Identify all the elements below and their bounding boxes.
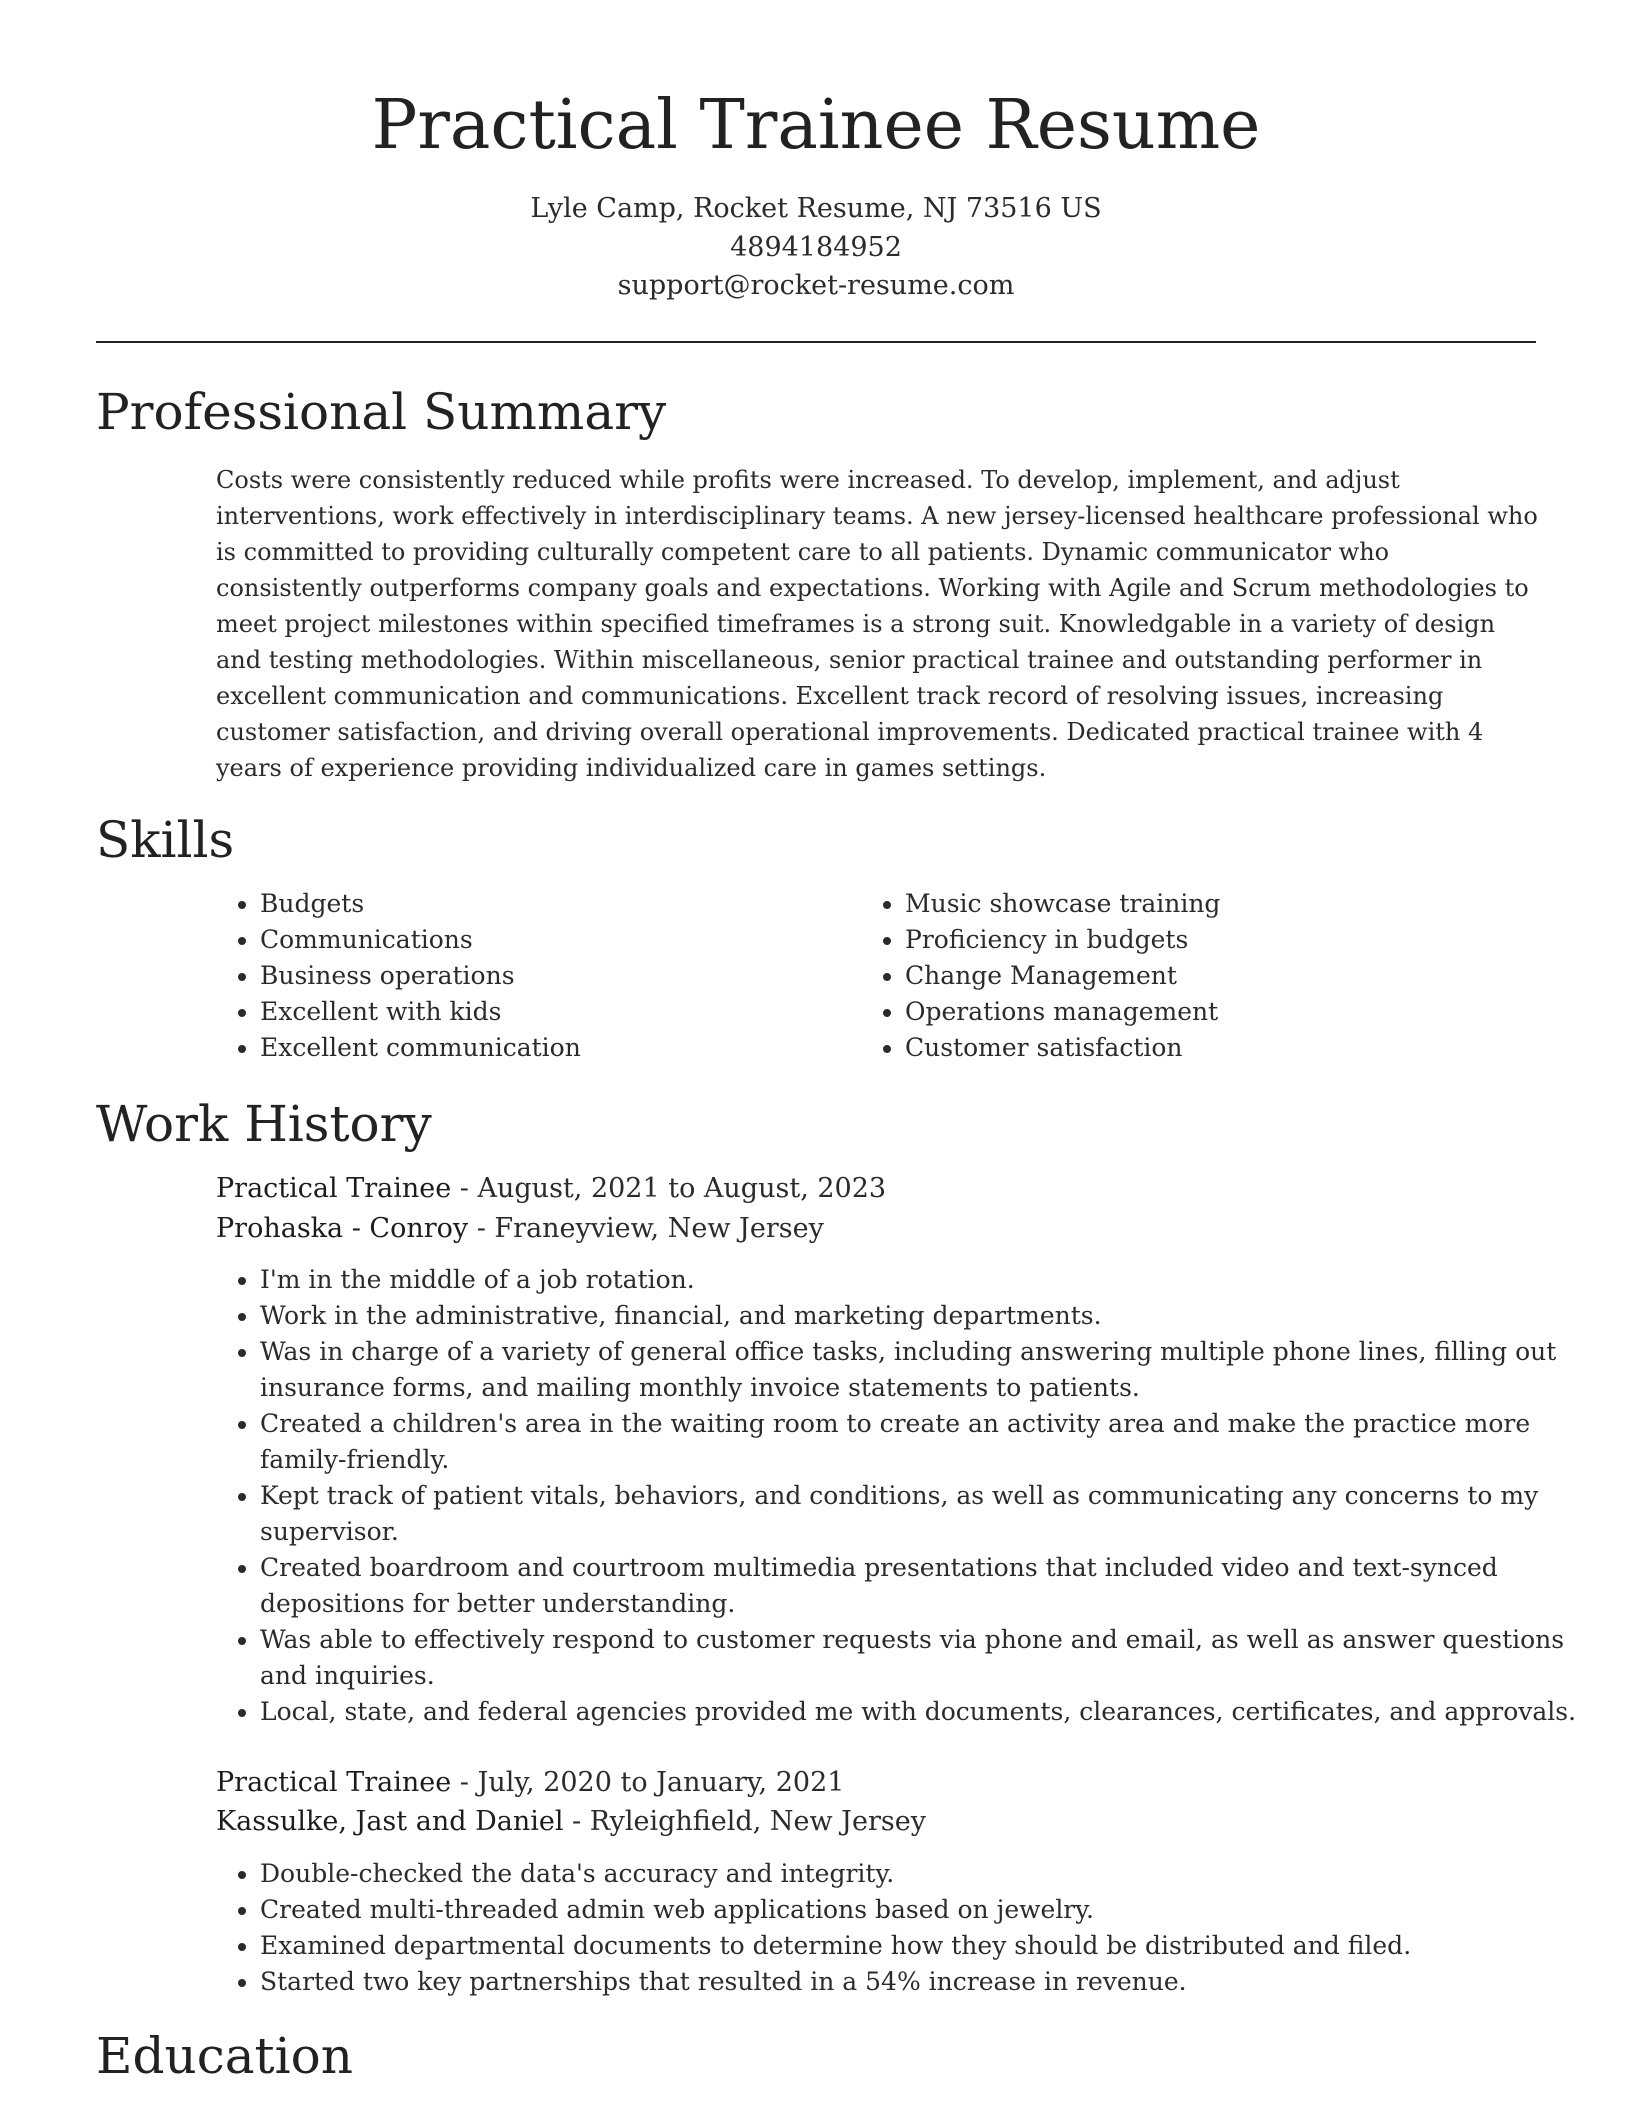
skill-item: • Excellent communication: [260, 1030, 820, 1066]
skill-item: • Proficiency in budgets: [905, 922, 1465, 958]
job-bullet: • Local, state, and federal agencies provided me with documents, clearances, certificates, and approvals.: [260, 1694, 1582, 1730]
skill-item: • Customer satisfaction: [905, 1030, 1465, 1066]
job-dates: - August, 2021 to August, 2023: [451, 1173, 887, 1204]
skill-item: • Business operations: [260, 958, 820, 994]
job-company: Kassulke, Jast and Daniel: [216, 1806, 564, 1837]
contact-phone: 4894184952: [730, 232, 902, 263]
skill-item: • Communications: [260, 922, 820, 958]
job-company-line: [216, 1209, 824, 1249]
job-title: Practical Trainee: [216, 1767, 452, 1798]
resume-title: Practical Trainee Resume: [371, 86, 1261, 165]
job-bullet: • Started two key partnerships that resulted in a 54% increase in revenue.: [260, 1964, 1582, 2000]
job-dates: - July, 2020 to January, 2021: [451, 1767, 845, 1798]
skill-item: • Change Management: [905, 958, 1465, 994]
contact-address: Lyle Camp, Rocket Resume, NJ 73516 US: [530, 193, 1102, 224]
skill-item: • Operations management: [905, 994, 1465, 1030]
job-bullet: • Was able to effectively respond to customer requests via phone and email, as well as answer questions and inquiries.: [260, 1622, 1582, 1694]
job-bullet: • Work in the administrative, financial, and marketing departments.: [260, 1298, 1582, 1334]
job-bullets: [216, 1262, 1582, 1730]
skill-item: • Excellent with kids: [260, 994, 820, 1030]
skills-list-right: [861, 886, 1465, 1066]
skill-item: • Music showcase training: [905, 886, 1465, 922]
job-bullets: [216, 1856, 1582, 2000]
job-title-line: [216, 1763, 844, 1803]
job-bullet: • Created multi-threaded admin web applications based on jewelry.: [260, 1892, 1582, 1928]
section-title-education: Education: [96, 2027, 353, 2085]
summary-text: Costs were consistently reduced while profits were increased. To develop, implement, and adjust interventions, work effectively in interdisciplinary teams. A new jersey-licensed healthcare professional who is committed to providing culturally competent care to all patients. Dynamic communicator who consistently outperforms company goals and expectations. Working with Agile and Scrum methodologies to meet project milestones within specified timeframes is a strong suit. Knowledgable in a variety of design and testing methodologies. Within miscellaneous, senior practical trainee and outstanding performer in excellent communication and communications. Excellent track record of resolving issues, increasing customer satisfaction, and driving overall operational improvements. Dedicated practical trainee with 4 years of experience providing individualized care in games settings.: [216, 466, 1538, 782]
job-bullet: • Was in charge of a variety of general office tasks, including answering multiple phone lines, filling out insurance forms, and mailing monthly invoice statements to patients.: [260, 1334, 1582, 1406]
job-company: Prohaska - Conroy: [216, 1213, 469, 1244]
contact-email: support@rocket-resume.com: [617, 270, 1015, 301]
job-bullet: • Kept track of patient vitals, behaviors, and conditions, as well as communicating any concerns to my supervisor.: [260, 1478, 1582, 1550]
job-company-line: [216, 1802, 926, 1842]
job-title: Practical Trainee: [216, 1173, 452, 1204]
section-title-work-history: Work History: [96, 1095, 432, 1153]
job-bullet: • Examined departmental documents to determine how they should be distributed and filed.: [260, 1928, 1582, 1964]
job-title-line: [216, 1169, 886, 1209]
header-divider: [96, 341, 1536, 343]
section-title-summary: Professional Summary: [96, 383, 667, 441]
section-title-skills: Skills: [96, 811, 235, 869]
skill-item: • Budgets: [260, 886, 820, 922]
job-bullet: • I'm in the middle of a job rotation.: [260, 1262, 1582, 1298]
job-bullet: • Double-checked the data's accuracy and integrity.: [260, 1856, 1582, 1892]
job-bullet: • Created boardroom and courtroom multimedia presentations that included video and text-synced depositions for better understanding.: [260, 1550, 1582, 1622]
job-bullet: • Created a children's area in the waiting room to create an activity area and make the practice more family-friendly.: [260, 1406, 1582, 1478]
job-location: - Ryleighfield, New Jersey: [563, 1806, 926, 1837]
skills-list-left: [216, 886, 820, 1066]
job-location: - Franeyview, New Jersey: [468, 1213, 824, 1244]
